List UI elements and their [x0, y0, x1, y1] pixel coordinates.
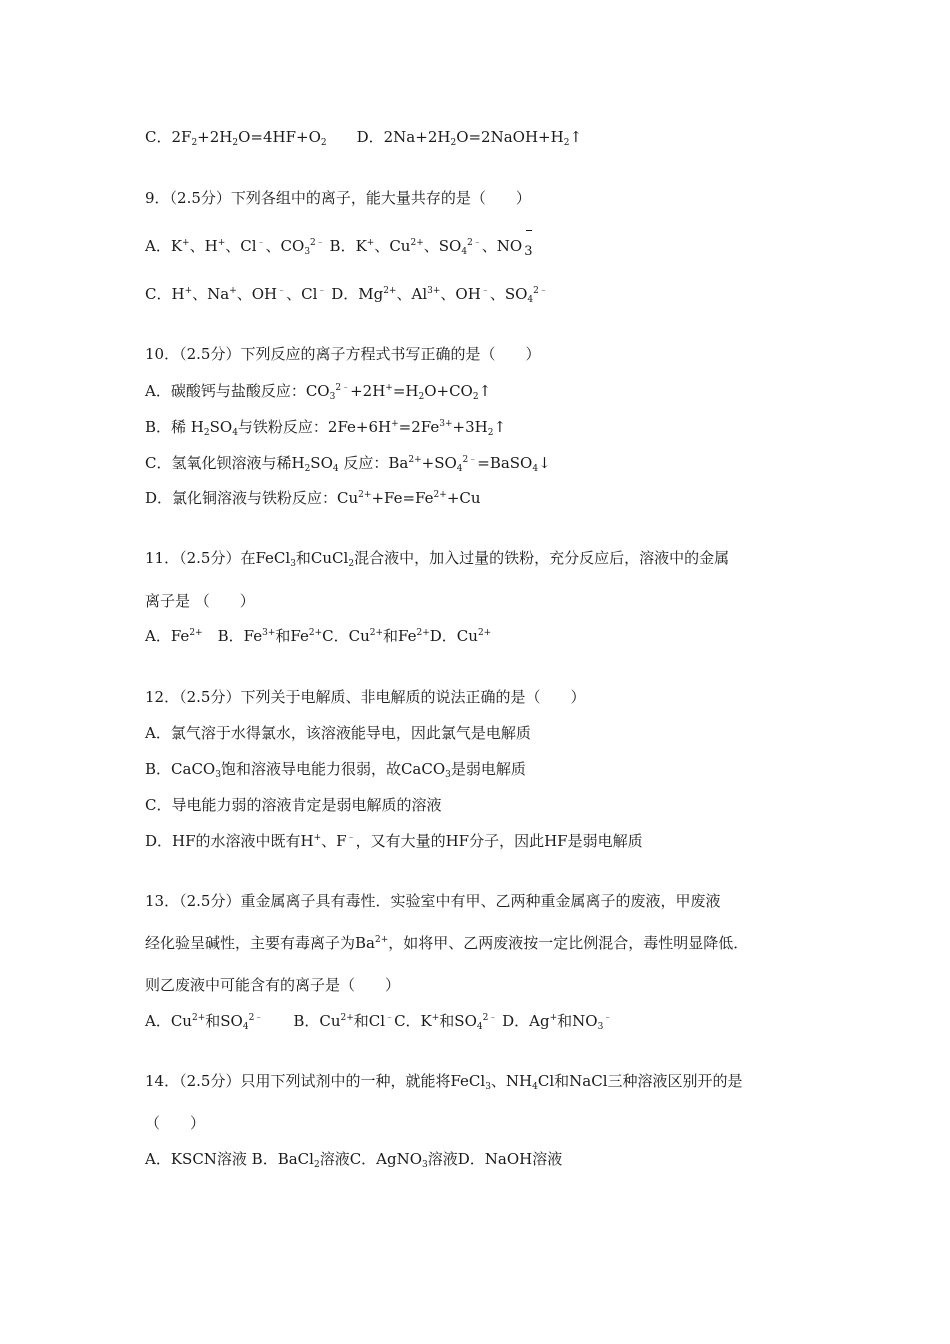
question-10-option-c: C．氢氧化钡溶液与稀$H_2SO_4$ 反应：$Ba^{2+}+SO_4^{2﹣}=BaSO_4↓$ [145, 454, 551, 474]
question-11-stem-line-2: 离子是 （ ） [145, 592, 255, 610]
question-12-option-d: D．HF的水溶液中既有H+、F﹣，又有大量的HF分子，因此HF是弱电解质 [145, 832, 643, 850]
question-12-option-a: A．氯气溶于水得氯水，该溶液能导电，因此氯气是电解质 [145, 724, 531, 742]
question-12-stem: 12．（2.5分）下列关于电解质、非电解质的说法正确的是（ ） [145, 688, 586, 706]
question-9-stem: 9．（2.5分）下列各组中的离子，能大量共存的是（ ） [145, 189, 531, 207]
question-13-stem-line-3: 则乙废液中可能含有的离子是（ ） [145, 976, 401, 994]
question-12-option-b: B．CaCO$_3$饱和溶液导电能力很弱，故CaCO$_3$是弱电解质 [145, 760, 526, 780]
question-9-options-ab: A．K+、H+、Cl﹣、$CO_3^{2﹣}$ B．K+、$Cu^{2+}$、$SO_4^{2﹣}$、NO 3 [145, 236, 536, 256]
question-12-option-c: C．导电能力弱的溶液肯定是弱电解质的溶液 [145, 796, 442, 814]
question-9-options-cd: C．H+、Na+、OH﹣、Cl﹣ D．$Mg^{2+}$、$Al^{3+}$、OH﹣、$SO_4^{2﹣}$ [145, 285, 548, 305]
question-13-options: A．$Cu^{2+}$和$SO_4^{2﹣}$ B．$Cu^{2+}$和Cl﹣C．K+和$SO_4^{2﹣}$ D．Ag+和$NO_3^﹣$ [145, 1012, 613, 1032]
nitrate-subscript: 3 [522, 236, 536, 256]
question-13-stem-line-2: 经化验呈碱性，主要有毒离子为$Ba^{2+}$，如将甲、乙两废液按一定比例混合，毒性明显降低． [145, 934, 749, 952]
question-11-options: A．$Fe^{2+}$ B．$Fe^{3+}$和$Fe^{2+}C$．$Cu^{2+}$和$Fe^{2+}D$．$Cu^{2+}$ [145, 627, 492, 645]
question-10-option-a: A．碳酸钙与盐酸反应：$CO_3^{2﹣}+2H^+=H_2O+CO_2↑$ [145, 382, 492, 402]
question-14-stem-line-1: 14．（2.5分）只用下列试剂中的一种，就能将FeCl$_3$、$NH_4Cl$和NaCl三种溶液区别开的是 [145, 1072, 743, 1092]
question-11-stem-line-1: 11．（2.5分）在FeCl$_3$和CuCl$_2$混合液中，加入过量的铁粉，充分反应后，溶液中的金属 [145, 549, 730, 569]
question-8-options-cd: C．$2F_2+2H_2O=4HF+O_2$ D．$2Na+2H_2O=2NaOH+H_2↑$ [145, 128, 583, 148]
question-14-stem-line-2: （ ） [145, 1114, 206, 1132]
question-10-stem: 10．（2.5分）下列反应的离子方程式书写正确的是（ ） [145, 345, 541, 363]
question-14-options: A．KSCN溶液 B．BaCl$_2$溶液C．AgNO$_3$溶液D．NaOH溶液 [145, 1150, 563, 1170]
question-10-option-b: B．稀 $H_2SO_4$与铁粉反应：$2Fe+6H^+=2Fe^{3+}+3H_2↑$ [145, 418, 507, 438]
question-13-stem-line-1: 13．（2.5分）重金属离子具有毒性．实验室中有甲、乙两种重金属离子的废液，甲废液 [145, 892, 721, 910]
question-10-option-d: D．氯化铜溶液与铁粉反应：$Cu^{2+}+Fe=Fe^{2+}+Cu$ [145, 489, 481, 507]
